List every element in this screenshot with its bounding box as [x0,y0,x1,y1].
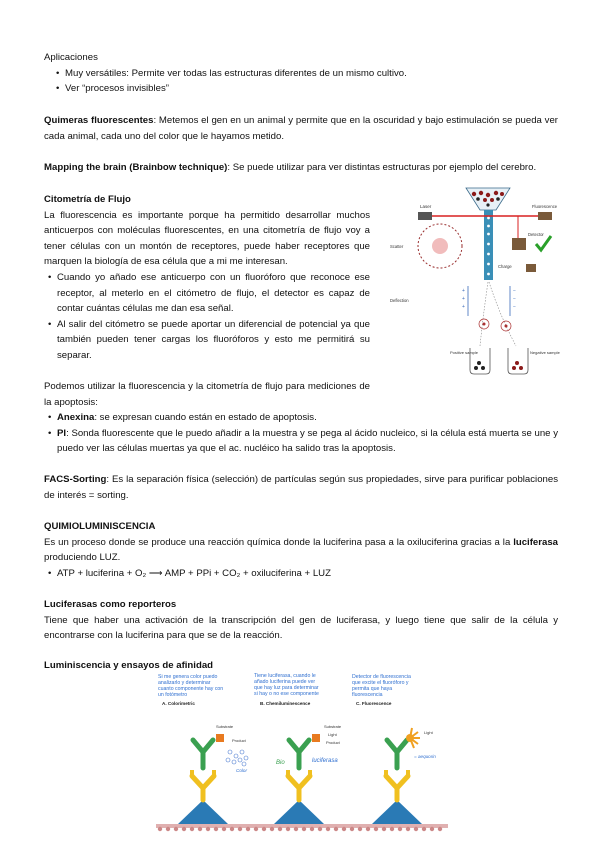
list-item: • Cuando yo añado ese anticuerpo con un fluoróforo que reconoce ese receptor, al meterlo en el citómetro de flujo, el detector es capaz de contar cuántas células me dan esa señal. [48,270,370,317]
list-apoptosis [44,410,558,457]
section-mapping [44,160,558,176]
section-facs [44,472,558,503]
panel-c-note: Detector de fluorescencia que excite el fluoróforo y permita que haya fluorescencia [352,674,411,698]
paragraph-mapping [44,160,558,176]
section-aplicaciones [44,50,558,97]
paragraph-quimio [44,535,558,566]
label-detector: Detector [528,232,544,237]
list-citometria [44,270,370,364]
panel-b-note: Tiene luciferasa, cuando le añado luciferina puede ver que hay luz para determinar si hay o no ese componente [254,673,319,697]
term-anexina: Anexina [57,412,95,424]
label-charge: Charge [498,264,512,269]
label-deflection: Deflection [390,298,409,303]
panel-a-note: Si me genera color puedo analizarlo y determinar cuanto componente hay con un fotómetro [158,674,224,698]
svg-text:+: + [462,296,465,302]
list-item-reaction: • ATP + luciferina + O₂ ⟶ AMP + PPi + CO₂ + oxiluciferina + LUZ [48,566,558,582]
panel-c-fluor: = aequorin [414,754,436,759]
text-anexina: : se expresan cuando están en estado de apoptosis. [94,412,317,424]
paragraph-luciferasas: Tiene que haber una activación de la transcripción del gen de luciferasa, y luego tiene que salir de la célula y encontrarse con la luciferina para que se de la reacción. [44,614,558,642]
panel-b-label: B. Chemiluminescence [260,701,311,706]
paragraph-quimeras [44,113,558,144]
text-quimio-a: Es un proceso donde se produce una reacción química donde la luciferina pasa a la oxiluciferina gracias a la [44,536,514,548]
term-mapping: Mapping the brain (Brainbow technique) [44,162,228,173]
paragraph-citometria-intro: La fluorescencia es importante porque ha permitido desarrollar muchos anticuerpos con moléculas fluorescentes, en una citometría de flujo voy a tener células con un montón de receptores, puede haber receptores que marquen la biología de esa célula que a mi me interesan. [44,209,370,268]
affinity-assay-figure [156,672,448,836]
text-quimeras: : Metemos el gen en un animal y permite que en la oscuridad y bajo estimulación se pueda ver cada animal, cada uno del color que le hayamos metido. [44,115,558,142]
heading-quimio: QUIMIOLUMINISCENCIA [44,521,156,532]
panel-b-enzyme: luciferasa [312,758,338,764]
text-mapping: : Se puede utilizar para ver distintas estructuras por ejemplo del cerebro. [227,162,537,173]
list-item: • Ver “procesos invisibles” [56,81,558,97]
term-luciferasa: luciferasa [513,536,558,548]
text-pi: : Sonda fluorescente que le puedo añadir a la muestra y se pega al ácido nucleico, si la célula está muerta se une y puedo ver las células muertas ya que el ac. nucléico ha salido tras la apoptosis. [57,427,558,455]
svg-text:+: + [462,304,465,310]
text-facs: : Es la separación física (selección) de partículas según sus propiedades, sirve para purificar poblaciones de interés = sorting. [44,474,558,501]
heading-luciferasas: Luciferasas como reporteros [44,599,177,610]
panel-a-substrate: Substrate [216,724,234,729]
term-quimeras: Quimeras fluorescentes [44,115,154,126]
svg-text:Bio: Bio [276,760,285,766]
section-quimio [44,519,558,581]
flow-cytometer-figure [388,186,560,376]
list-item-pi [48,426,558,457]
panel-b-product: Product [326,740,340,745]
panel-b-light: Light [328,732,337,737]
label-collection-left: Positive sample [450,350,479,355]
svg-text:−: − [513,296,516,302]
panel-c-label: C. Fluorescence [356,701,392,706]
panel-b-substrate: Substrate [324,724,342,729]
label-laser: Laser [420,204,432,209]
list-item-anexina [48,410,558,426]
list-item: • Muy versátiles: Permite ver todas las estructuras diferentes de un mismo cultivo. [56,66,558,82]
heading-aplicaciones: Aplicaciones [44,52,98,63]
list-quimio [44,566,558,582]
section-luciferasas [44,597,558,644]
panel-a-label: A. Colorimetric [162,701,195,706]
svg-text:−: − [513,288,516,294]
label-collection-right: Negative sample [530,350,560,355]
paragraph-apoptosis-intro: Podemos utilizar la fluorescencia y la citometría de flujo para mediciones de la apoptosis: [44,381,370,408]
panel-a-product: Product [232,738,246,743]
svg-text:−: − [513,304,516,310]
label-scatter: Scatter [390,244,404,249]
section-quimeras [44,113,558,144]
panel-c-light: Light [424,730,433,735]
heading-luminiscencia: Luminiscencia y ensayos de afinidad [44,660,214,671]
term-facs: FACS-Sorting [44,474,107,485]
term-pi: PI [57,427,67,439]
list-aplicaciones [44,66,558,97]
svg-text:+: + [462,288,465,294]
section-apoptosis [44,379,558,457]
heading-citometria: Citometría de Flujo [44,194,131,205]
panel-a-color: Color [236,768,247,773]
paragraph-facs [44,472,558,503]
list-item: • Al salir del citómetro se puede aportar un diferencial de potencial ya que también pueden tener cargas los fluoróforos y esto me permitirá su separar. [48,317,370,364]
text-quimio-c: produciendo LUZ. [44,552,121,564]
label-fluorescence: Fluorescence [532,204,558,209]
